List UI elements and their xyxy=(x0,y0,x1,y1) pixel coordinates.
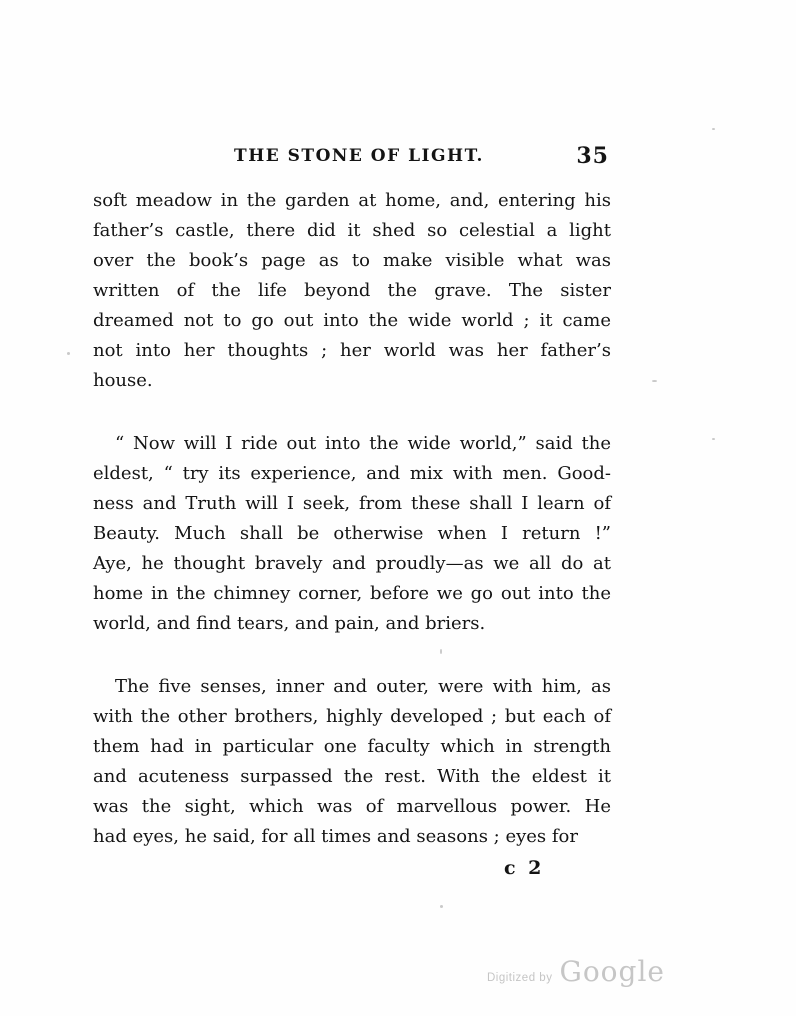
paragraph-1 xyxy=(93,186,611,396)
text-line: world, and find tears, and pain, and briers. xyxy=(93,613,486,634)
text-line: had eyes, he said, for all times and seasons ; eyes for xyxy=(93,826,578,847)
text-line: written of the life beyond the grave. The sister xyxy=(93,280,611,301)
running-title: THE STONE OF LIGHT. xyxy=(234,146,484,166)
text-line: home in the chimney corner, before we go out into the xyxy=(93,583,611,604)
signature-mark: c 2 xyxy=(504,857,545,879)
scan-artifact xyxy=(712,438,715,440)
google-logo: Google xyxy=(559,955,665,988)
page-number: 35 xyxy=(576,143,609,169)
text-line: was the sight, which was of marvellous power. He xyxy=(93,796,611,817)
body-text xyxy=(93,186,611,852)
text-line: soft meadow in the garden at home, and, entering his xyxy=(93,190,611,211)
paragraph-3 xyxy=(93,672,611,852)
scan-artifact xyxy=(652,380,657,382)
text-line: house. xyxy=(93,370,153,391)
scan-artifact xyxy=(712,128,715,130)
scan-artifact xyxy=(440,905,443,908)
text-line: Aye, he thought bravely and proudly—as we all do at xyxy=(93,553,611,574)
text-line: dreamed not to go out into the wide world ; it came xyxy=(93,310,611,331)
text-line: ness and Truth will I seek, from these shall I learn of xyxy=(93,493,611,514)
scan-artifact xyxy=(440,649,442,654)
text-line: “ Now will I ride out into the wide world,” said the xyxy=(115,433,611,454)
text-line: them had in particular one faculty which in strength xyxy=(93,736,611,757)
page-header xyxy=(93,143,611,172)
text-line: not into her thoughts ; her world was her father’s xyxy=(93,340,611,361)
text-line: with the other brothers, highly developed ; but each of xyxy=(93,706,611,727)
text-line: father’s castle, there did it shed so celestial a light xyxy=(93,220,611,241)
text-line: and acuteness surpassed the rest. With the eldest it xyxy=(93,766,611,787)
google-watermark xyxy=(487,955,665,988)
scan-artifact xyxy=(67,352,70,355)
text-line: eldest, “ try its experience, and mix with men. Good- xyxy=(93,463,611,484)
text-line: The five senses, inner and outer, were with him, as xyxy=(115,676,611,697)
text-line: Beauty. Much shall be otherwise when I return !” xyxy=(93,523,611,544)
text-line: over the book’s page as to make visible what was xyxy=(93,250,611,271)
paragraph-2 xyxy=(93,429,611,639)
digitized-by-label: Digitized by xyxy=(487,972,553,984)
